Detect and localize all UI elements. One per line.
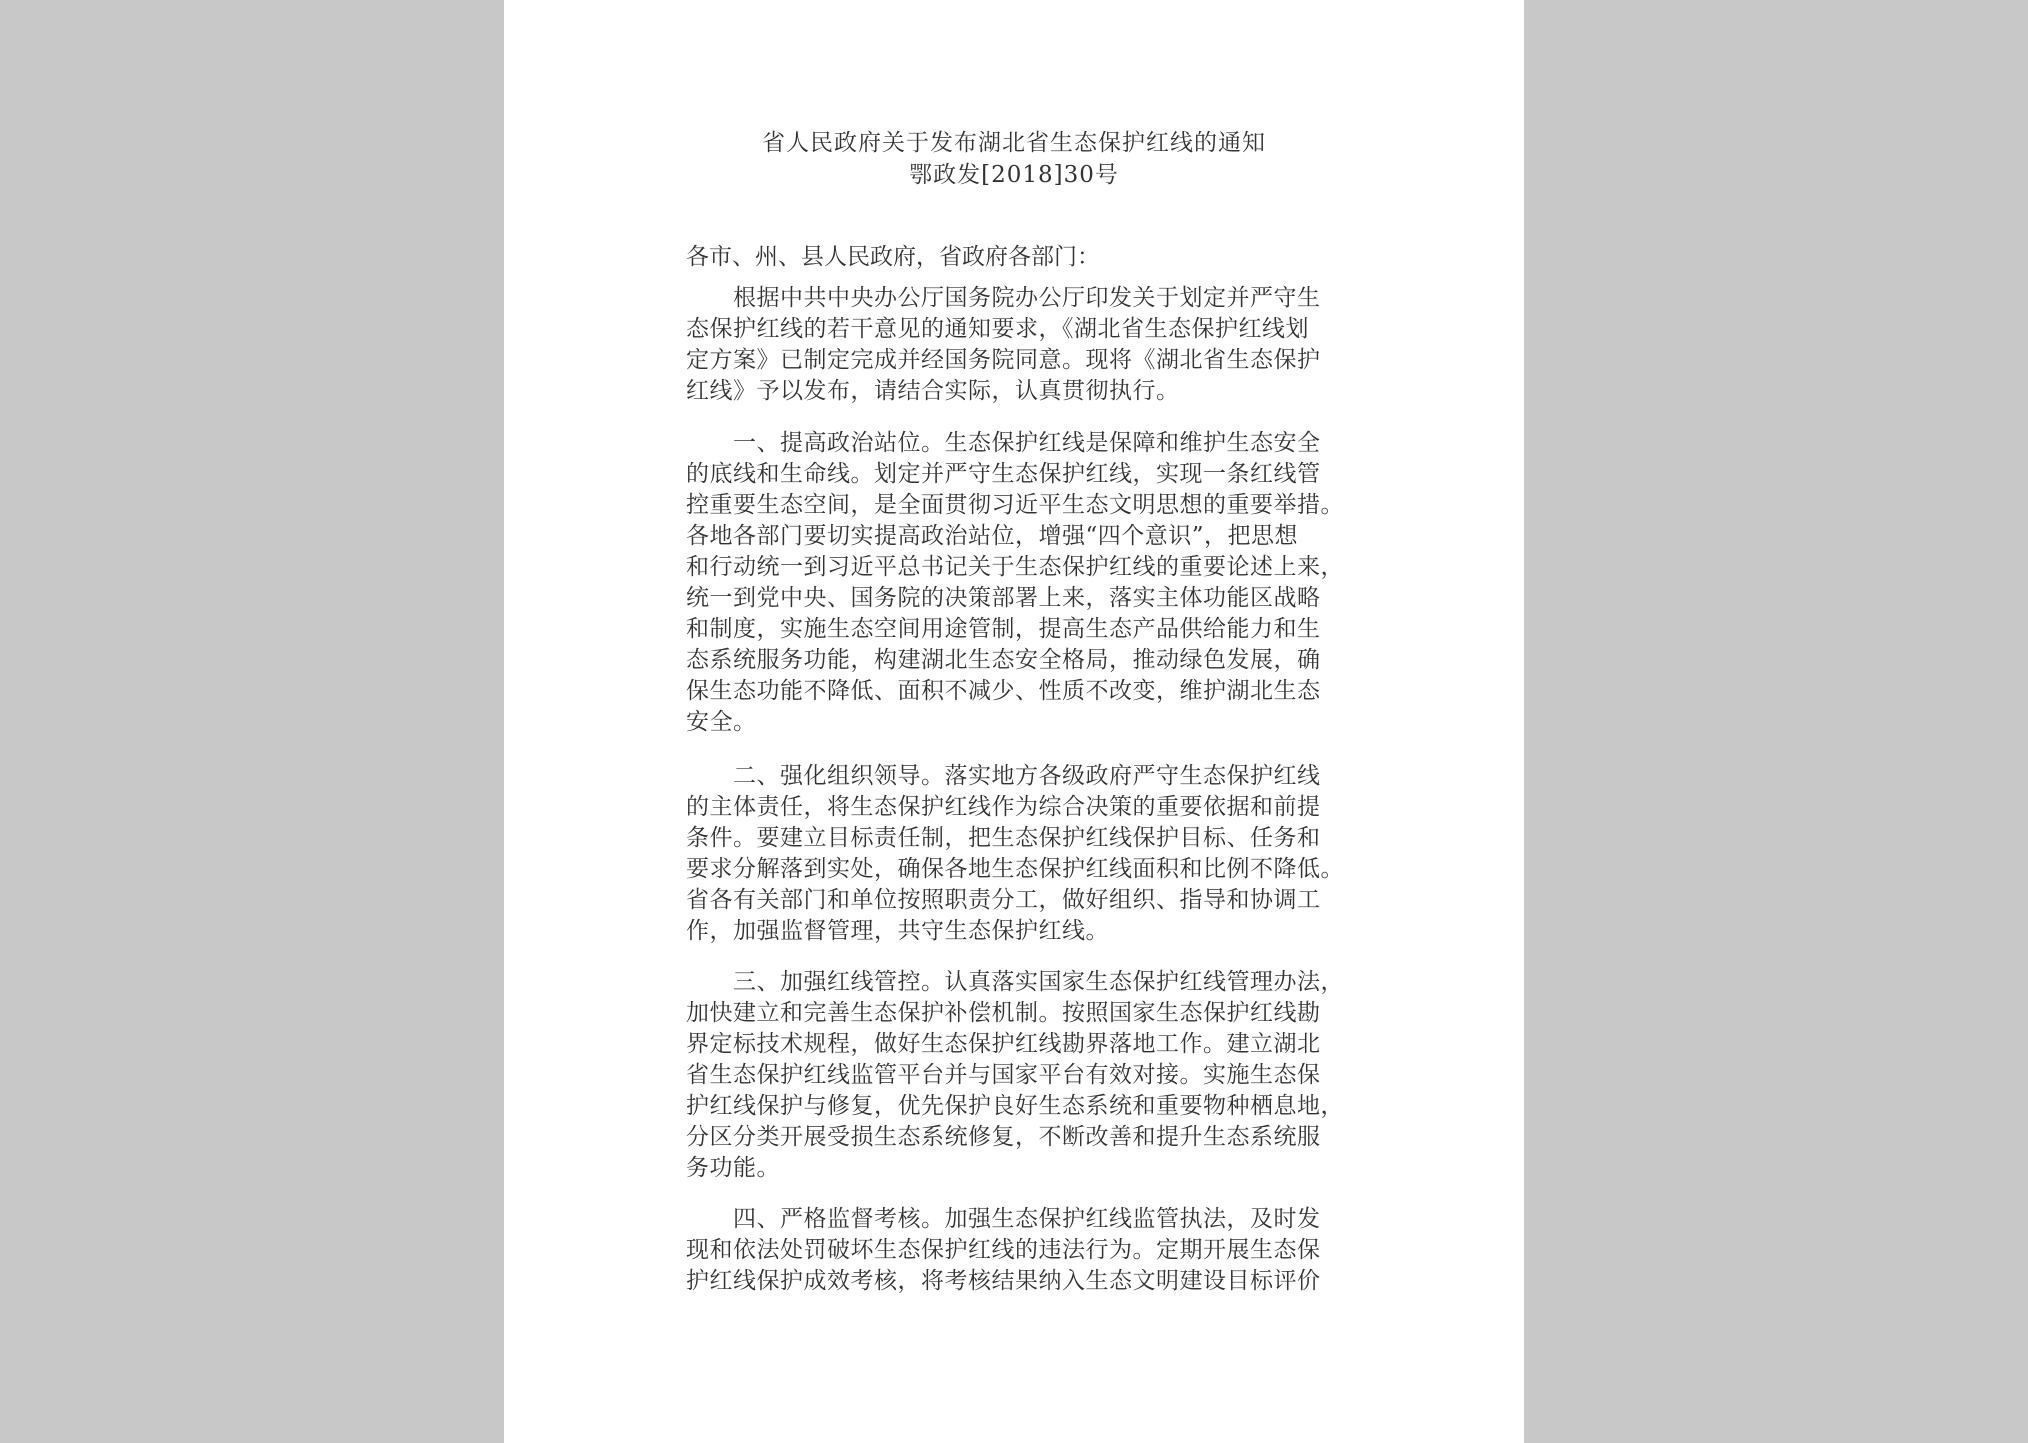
- text-line: 省各有关部门和单位按照职责分工，做好组织、指导和协调工: [686, 887, 1321, 913]
- text-line: 态保护红线的若干意见的通知要求，《湖北省生态保护红线划: [686, 316, 1309, 342]
- salutation: 各市、州、县人民政府，省政府各部门：: [686, 244, 1100, 270]
- text-line: 安全。: [686, 709, 757, 735]
- text-line: 的底线和生命线。划定并严守生态保护红线，实现一条红线管: [686, 461, 1321, 487]
- text-line: 定方案》已制定完成并经国务院同意。现将《湖北省生态保护: [686, 347, 1321, 373]
- document-page: [504, 0, 1524, 1443]
- paragraph-intro: [686, 283, 1356, 407]
- paragraph-section-4: [686, 1204, 1356, 1297]
- text-line: 根据中共中央办公厅国务院办公厅印发关于划定并严守生: [686, 285, 1321, 311]
- text-line: 控重要生态空间，是全面贯彻习近平生态文明思想的重要举措。: [686, 492, 1344, 518]
- text-line: 和制度，实施生态空间用途管制，提高生态产品供给能力和生: [686, 616, 1321, 642]
- document-number: 鄂政发[2018]30号: [909, 162, 1119, 188]
- text-line: 二、强化组织领导。落实地方各级政府严守生态保护红线: [686, 763, 1321, 789]
- text-line: 条件。要建立目标责任制，把生态保护红线保护目标、任务和: [686, 825, 1321, 851]
- text-line: 态系统服务功能，构建湖北生态安全格局，推动绿色发展，确: [686, 647, 1321, 673]
- text-line: 保生态功能不降低、面积不减少、性质不改变，维护湖北生态: [686, 678, 1321, 704]
- text-line: 作，加强监督管理，共守生态保护红线。: [686, 918, 1109, 944]
- text-line: 要求分解落到实处，确保各地生态保护红线面积和比例不降低。: [686, 856, 1344, 882]
- document-title: 省人民政府关于发布湖北省生态保护红线的通知: [762, 130, 1266, 156]
- text-line: 和行动统一到习近平总书记关于生态保护红线的重要论述上来，: [686, 554, 1344, 580]
- text-line: 统一到党中央、国务院的决策部署上来，落实主体功能区战略: [686, 585, 1321, 611]
- text-line: 三、加强红线管控。认真落实国家生态保护红线管理办法，: [686, 969, 1344, 995]
- text-line: 界定标技术规程，做好生态保护红线勘界落地工作。建立湖北: [686, 1031, 1321, 1057]
- text-line: 各地各部门要切实提高政治站位，增强“四个意识”，把思想: [686, 523, 1299, 549]
- paragraph-section-1: [686, 428, 1356, 738]
- paragraph-section-3: [686, 967, 1356, 1184]
- text-line: 现和依法处罚破坏生态保护红线的违法行为。定期开展生态保: [686, 1237, 1321, 1263]
- text-line: 护红线保护成效考核，将考核结果纳入生态文明建设目标评价: [686, 1268, 1321, 1294]
- paragraph-section-2: [686, 761, 1356, 947]
- text-line: 红线》予以发布，请结合实际，认真贯彻执行。: [686, 378, 1180, 404]
- text-line: 省生态保护红线监管平台并与国家平台有效对接。实施生态保: [686, 1062, 1321, 1088]
- text-line: 一、提高政治站位。生态保护红线是保障和维护生态安全: [686, 430, 1321, 456]
- text-line: 的主体责任，将生态保护红线作为综合决策的重要依据和前提: [686, 794, 1321, 820]
- text-line: 护红线保护与修复，优先保护良好生态系统和重要物种栖息地，: [686, 1093, 1344, 1119]
- text-line: 务功能。: [686, 1155, 780, 1181]
- text-line: 加快建立和完善生态保护补偿机制。按照国家生态保护红线勘: [686, 1000, 1321, 1026]
- text-line: 四、严格监督考核。加强生态保护红线监管执法，及时发: [686, 1206, 1321, 1232]
- text-line: 分区分类开展受损生态系统修复，不断改善和提升生态系统服: [686, 1124, 1321, 1150]
